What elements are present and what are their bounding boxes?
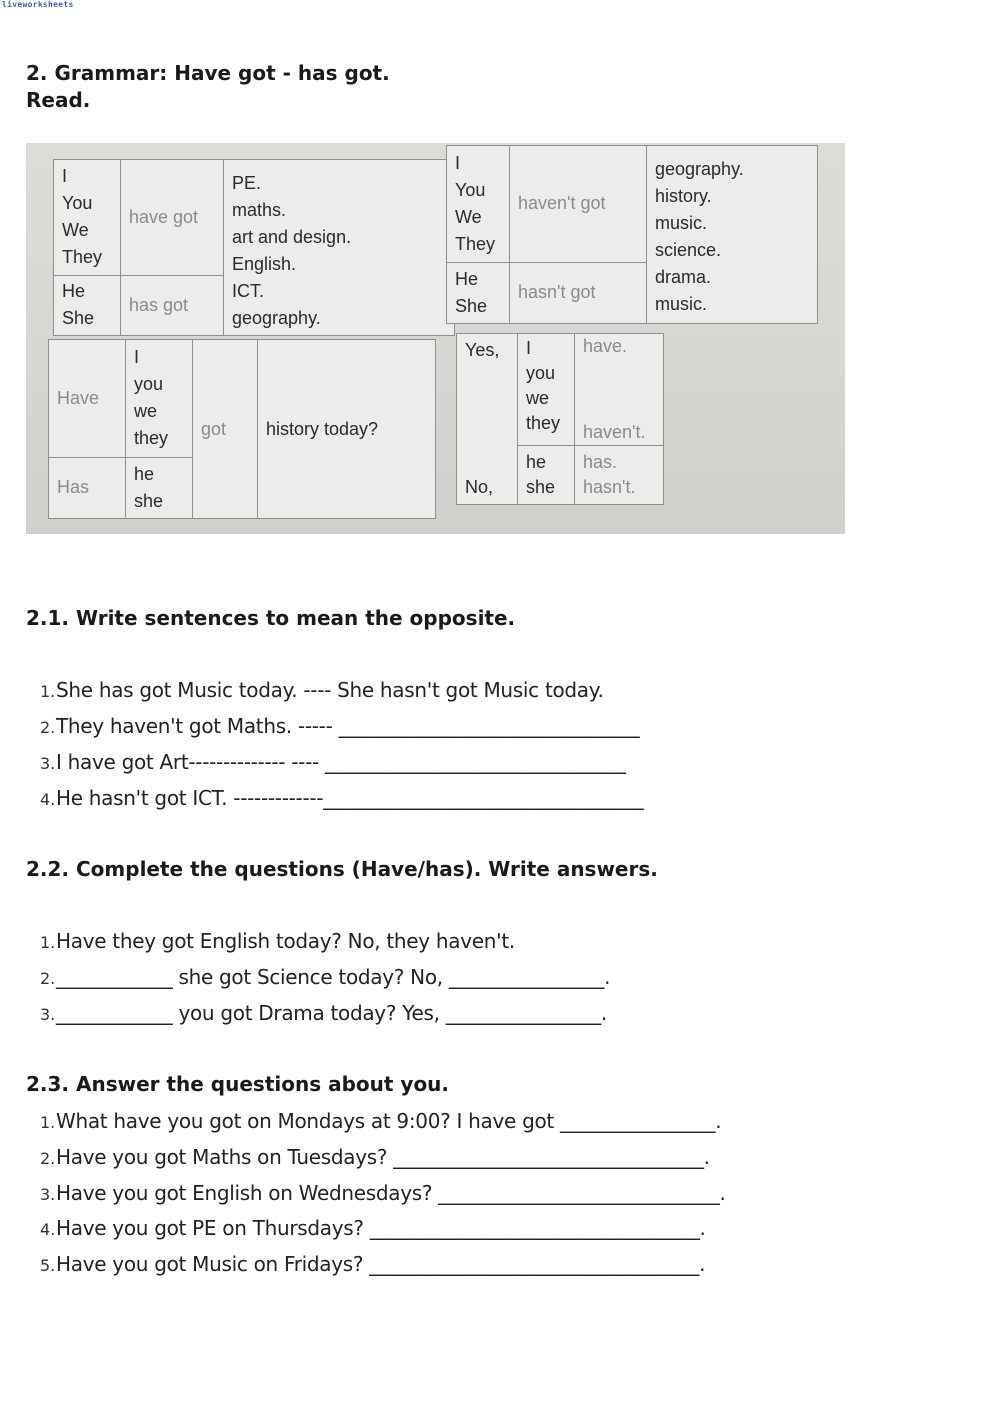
plural-short-answers <box>575 334 664 446</box>
item-number: 2. <box>40 1149 56 1168</box>
item-number: 1. <box>40 682 56 701</box>
exercise-item[interactable] <box>40 714 639 738</box>
subject: I <box>62 166 68 187</box>
exercise-item <box>40 929 515 953</box>
subject: You <box>455 179 486 200</box>
page-subtitle: Read. <box>26 88 91 112</box>
item-text[interactable]: He hasn't got ICT. -------------_________________________________ <box>56 786 644 810</box>
subject: They <box>62 247 103 268</box>
item-text[interactable]: Have you got Maths on Tuesdays? ________________________________. <box>56 1145 710 1169</box>
section-2-2-title: 2.2. Complete the questions (Have/has). Write answers. <box>26 857 658 881</box>
object: music. <box>655 294 708 314</box>
question-object: history today? <box>258 340 436 519</box>
negative-table <box>446 145 818 324</box>
object: maths. <box>232 200 287 220</box>
aux-have: Have <box>49 340 126 458</box>
subject: you <box>134 374 164 395</box>
item-text[interactable]: Have you got PE on Thursdays? __________________________________. <box>56 1216 706 1240</box>
item-number: 3. <box>40 754 56 773</box>
exercise-item[interactable] <box>40 1109 721 1133</box>
item-text[interactable]: ____________ she got Science today? No, ________________. <box>56 965 611 989</box>
verb-got: got <box>193 340 258 519</box>
short-answer: have. <box>583 336 628 356</box>
object: science. <box>655 240 722 260</box>
item-number: 3. <box>40 1185 56 1204</box>
exercise-item[interactable] <box>40 1216 706 1240</box>
item-number: 2. <box>40 718 56 737</box>
subject: She <box>62 308 95 329</box>
page-title: 2. Grammar: Have got - has got. <box>26 61 390 85</box>
singular-subjects <box>518 446 575 505</box>
subject: We <box>455 206 482 227</box>
subject: she <box>526 477 556 498</box>
short-answer: hasn't. <box>583 477 636 498</box>
subject: you <box>526 363 556 383</box>
short-answer: haven't. <box>583 422 646 443</box>
exercise-item[interactable] <box>40 750 626 774</box>
item-text[interactable]: Have you got Music on Fridays? __________________________________. <box>56 1252 706 1276</box>
subject: You <box>62 193 93 214</box>
object: ICT. <box>232 281 265 301</box>
verb-has-got: has got <box>121 275 224 335</box>
subject: he <box>526 452 547 473</box>
subject: I <box>526 338 532 358</box>
item-number: 4. <box>40 790 56 809</box>
subject: she <box>134 490 164 511</box>
subject: we <box>134 401 158 422</box>
exercise-item[interactable] <box>40 1145 710 1169</box>
object: art and design. <box>232 227 352 247</box>
section-2-3-title: 2.3. Answer the questions about you. <box>26 1072 450 1096</box>
singular-subjects <box>126 457 193 518</box>
plural-subjects <box>447 146 510 263</box>
yes-no-column <box>457 334 518 505</box>
singular-subjects <box>447 262 510 323</box>
object: music. <box>655 213 708 233</box>
item-number: 4. <box>40 1220 56 1239</box>
subject: they <box>526 413 561 433</box>
question-table <box>48 339 436 519</box>
verb-hasnt-got: hasn't got <box>510 262 647 323</box>
verb-have-got: have got <box>121 160 224 276</box>
verb-havent-got: haven't got <box>510 146 647 263</box>
item-text: She has got Music today. ---- She hasn't got Music today. <box>56 678 604 702</box>
item-text[interactable]: I have got Art-------------- ---- _______________________________ <box>56 750 626 774</box>
yes-label: Yes, <box>465 340 500 360</box>
object: geography. <box>655 159 744 179</box>
item-text: Have they got English today? No, they haven't. <box>56 929 515 953</box>
item-text[interactable]: What have you got on Mondays at 9:00? I have got ________________. <box>56 1109 722 1133</box>
singular-subjects <box>54 275 121 335</box>
object: PE. <box>232 173 262 193</box>
exercise-item <box>40 678 604 702</box>
subject: He <box>455 268 479 289</box>
subject-objects <box>647 146 818 324</box>
subject: we <box>526 388 550 408</box>
plural-subjects <box>518 334 575 446</box>
object: geography. <box>232 308 321 328</box>
item-text[interactable]: Have you got English on Wednesdays? _____________________________. <box>56 1181 726 1205</box>
short-answer-table <box>456 333 664 505</box>
subject: They <box>455 233 496 254</box>
subject: We <box>62 220 89 241</box>
subject-objects <box>224 160 455 336</box>
plural-subjects <box>54 160 121 276</box>
watermark-text: liveworksheets <box>2 0 74 9</box>
aux-has: Has <box>49 457 126 518</box>
item-number: 5. <box>40 1256 56 1275</box>
subject: She <box>455 295 488 316</box>
object: history. <box>655 186 712 206</box>
item-number: 1. <box>40 933 56 952</box>
subject: he <box>134 463 155 484</box>
affirmative-table <box>53 159 455 336</box>
item-text[interactable]: They haven't got Maths. ----- _______________________________ <box>56 714 640 738</box>
page-title-block <box>26 60 390 114</box>
object: drama. <box>655 267 712 287</box>
exercise-item[interactable] <box>40 1001 607 1025</box>
item-text[interactable]: ____________ you got Drama today? Yes, ________________. <box>56 1001 607 1025</box>
subject: I <box>455 152 461 173</box>
textbook-photo <box>26 143 845 534</box>
subject: they <box>134 428 169 449</box>
subject: I <box>134 347 140 368</box>
exercise-item[interactable] <box>40 1181 726 1205</box>
no-label: No, <box>465 477 494 497</box>
singular-short-answers <box>575 446 664 505</box>
exercise-item[interactable] <box>40 965 610 989</box>
plural-subjects <box>126 340 193 458</box>
item-number: 2. <box>40 969 56 988</box>
item-number: 1. <box>40 1113 56 1132</box>
section-2-1-title: 2.1. Write sentences to mean the opposite. <box>26 606 516 630</box>
object: English. <box>232 254 297 274</box>
short-answer: has. <box>583 452 618 473</box>
exercise-item[interactable] <box>40 786 643 810</box>
item-number: 3. <box>40 1005 56 1024</box>
subject: He <box>62 281 86 302</box>
exercise-item[interactable] <box>40 1252 705 1276</box>
